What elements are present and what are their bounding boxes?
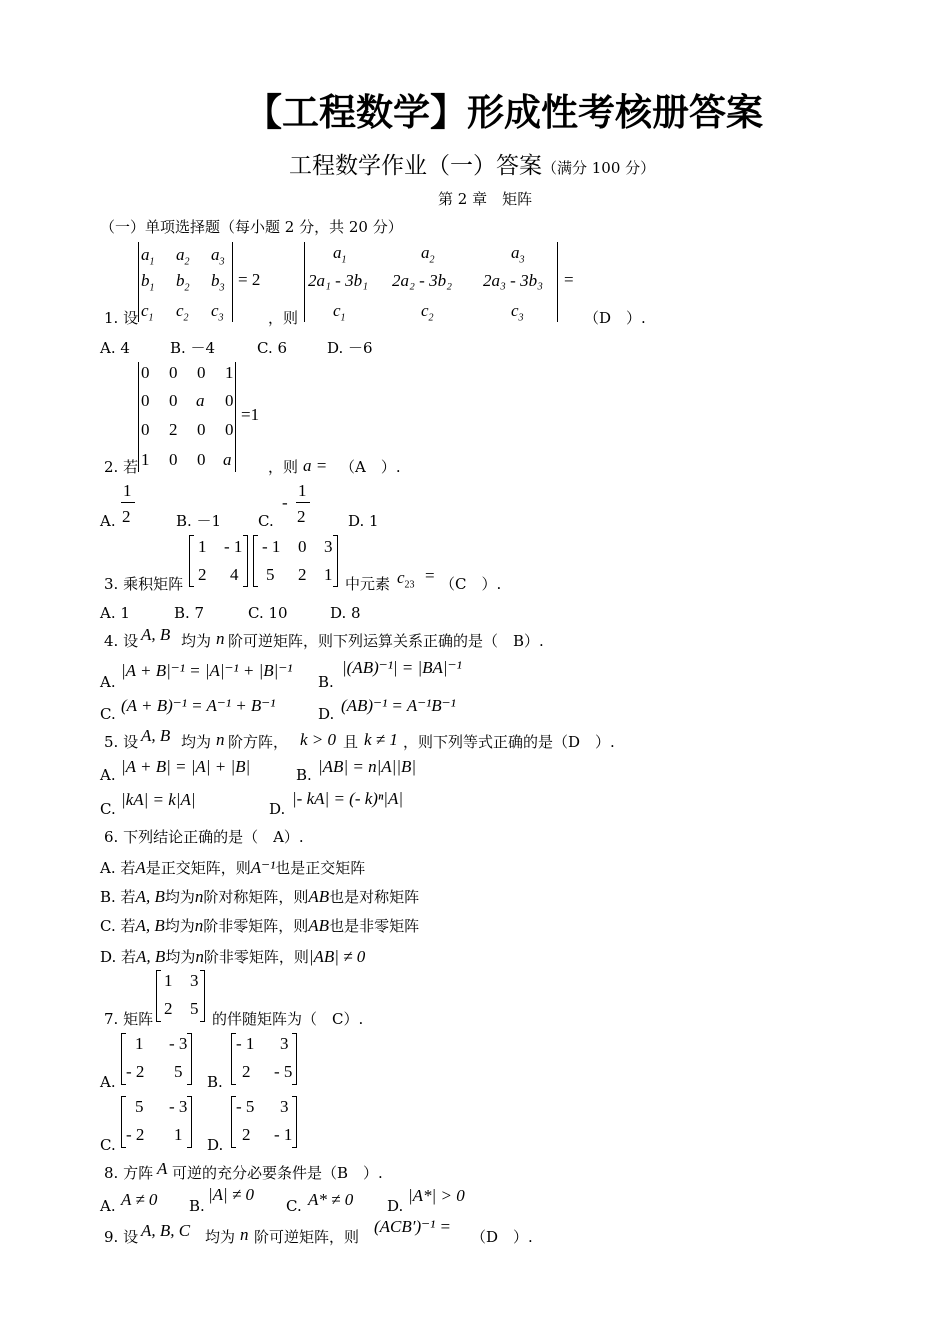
det1-right-bar: [232, 242, 233, 322]
det1-entry: $c_1$: [141, 301, 154, 324]
matrix-entry: - 2: [126, 1125, 145, 1144]
det1-left-bar: [138, 242, 139, 322]
q4-option-d: D.: [318, 705, 335, 723]
section-heading: （一）单项选择题（每小题 2 分，共 20 分）: [100, 218, 403, 236]
q9-expr: (ACB′)⁻¹ =: [374, 1217, 451, 1236]
q8-option-c: C.: [286, 1197, 302, 1215]
q8-option-d: D.: [387, 1197, 404, 1215]
matrix-entry: - 2: [126, 1062, 145, 1081]
q1-option-d: D. －6: [327, 339, 373, 357]
q2-option-d: D. 1: [348, 512, 379, 530]
q9-prefix: 9. 设: [104, 1228, 139, 1246]
q6-option-a: A. 若A是正交矩阵，则A⁻¹也是正交矩阵: [100, 858, 366, 877]
matrix-entry: 0: [197, 420, 206, 439]
q4-option-c: C.: [100, 705, 116, 723]
q1-answer: （D ）.: [584, 309, 646, 327]
q5-option-a: A.: [100, 766, 116, 784]
matrix-entry: 1: [135, 1034, 144, 1053]
matrix-entry: 5: [266, 565, 275, 584]
det1-equals: = 2: [238, 270, 261, 289]
q4-prefix: 4. 设: [104, 632, 139, 650]
q4-expr-b: |(AB)⁻¹| = |BA|⁻¹: [342, 658, 462, 677]
q4-vars: A, B: [141, 625, 171, 644]
matrix-entry: 2: [242, 1125, 251, 1144]
q5-vars: A, B: [141, 726, 171, 745]
matrix-entry: 1: [198, 537, 207, 556]
fraction-denominator: 2: [297, 507, 306, 526]
q8-option-a: A.: [100, 1197, 116, 1215]
matrix-entry: - 3: [169, 1097, 188, 1116]
matrix-entry: 0: [141, 420, 150, 439]
q8-expr-b: |A| ≠ 0: [208, 1185, 255, 1204]
q5-text: ，则下列等式正确的是（D ）.: [403, 733, 615, 751]
matrix-entry: 3: [190, 971, 199, 990]
matrix-entry: 0: [197, 450, 206, 469]
matrix-entry: 2: [298, 565, 307, 584]
q3-option-b: B. 7: [174, 604, 205, 622]
q1-mid: ，则: [268, 309, 299, 327]
q4-expr-d: (AB)⁻¹ = A⁻¹B⁻¹: [341, 696, 456, 715]
bracket-right: [187, 1033, 192, 1085]
bracket-left: [189, 535, 194, 587]
fraction-bar: [121, 502, 135, 503]
q4-option-a: A.: [100, 673, 116, 691]
matrix-entry: a: [196, 391, 205, 410]
matrix-entry: - 5: [274, 1062, 293, 1081]
q6-stem: 6. 下列结论正确的是（ A）.: [104, 828, 304, 846]
q3-answer: （C ）.: [440, 575, 502, 593]
det2-equals: =: [564, 270, 574, 289]
q7-option-c: C.: [100, 1136, 116, 1154]
q8-expr-a: A ≠ 0: [121, 1190, 158, 1209]
q7-option-b: B.: [207, 1073, 223, 1091]
q8-prefix: 8. 方阵: [104, 1164, 154, 1182]
q4-option-b: B.: [318, 673, 334, 691]
det2-entry: $a_3$: [511, 243, 525, 266]
q8-stem: 可逆的充分必要条件是（B ）.: [172, 1164, 383, 1182]
matrix-entry: - 3: [169, 1034, 188, 1053]
bracket-right: [292, 1096, 297, 1148]
q3-prefix: 3. 乘积矩阵: [104, 575, 184, 593]
det2-entry: $a_1$: [333, 243, 347, 266]
q1-option-a: A. 4: [100, 339, 130, 357]
q3-mid: 中元素: [345, 575, 391, 593]
q4-expr-a: |A + B|⁻¹ = |A|⁻¹ + |B|⁻¹: [121, 661, 293, 680]
bracket-right: [187, 1096, 192, 1148]
q5-expr-c: |kA| = k|A|: [121, 790, 196, 809]
subtitle-text: 工程数学作业（一）答案: [289, 153, 542, 179]
q5-k-positive: k > 0: [300, 730, 337, 749]
matrix-entry: 1: [324, 565, 333, 584]
det-left-bar: [138, 362, 139, 472]
det2-entry: $c_2$: [421, 301, 434, 324]
q3-option-c: C. 10: [248, 604, 288, 622]
matrix-entry: 5: [174, 1062, 183, 1081]
q5-expr-a: |A + B| = |A| + |B|: [121, 757, 251, 776]
matrix-entry: 0: [169, 391, 178, 410]
q7-stem: 的伴随矩阵为（ C）.: [212, 1010, 364, 1028]
matrix-entry: 0: [225, 420, 234, 439]
det1-entry: $a_2$: [176, 245, 190, 268]
q2-option-a: A.: [100, 512, 116, 530]
q5-option-d: D.: [269, 800, 286, 818]
bracket-right: [292, 1033, 297, 1085]
chapter-heading: 第 2 章 矩阵: [438, 190, 533, 208]
fraction-bar: [296, 502, 310, 503]
q2-option-b: B. －1: [176, 512, 222, 530]
matrix-entry: 5: [135, 1097, 144, 1116]
det2-entry: 2a₁ - 3b₁: [308, 271, 368, 290]
det2-entry: 2a₂ - 3b₂: [392, 271, 452, 290]
matrix-entry: 4: [230, 565, 239, 584]
q1-prefix: 1. 设: [104, 309, 139, 327]
matrix-entry: 0: [225, 391, 234, 410]
det1-entry: $b_1$: [141, 271, 155, 294]
q9-vars: A, B, C: [141, 1221, 191, 1240]
q7-option-a: A.: [100, 1073, 116, 1091]
q2-prefix: 2. 若: [104, 458, 139, 476]
q4-expr-c: (A + B)⁻¹ = A⁻¹ + B⁻¹: [121, 696, 276, 715]
matrix-entry: 0: [141, 363, 150, 382]
matrix-entry: 1: [174, 1125, 183, 1144]
matrix-entry: 0: [169, 363, 178, 382]
q8-option-b: B.: [189, 1197, 205, 1215]
bracket-left: [253, 535, 258, 587]
matrix-entry: 1: [225, 363, 234, 382]
det-right-bar: [235, 362, 236, 472]
det1-entry: $b_3$: [211, 271, 225, 294]
det1-entry: $c_2$: [176, 301, 189, 324]
q4-text: 均为: [181, 632, 212, 650]
q2-option-c: C.: [258, 512, 274, 530]
fraction-numerator: 1: [298, 481, 307, 500]
det2-entry: 2a₃ - 3b₃: [483, 271, 543, 290]
matrix-entry: 0: [141, 391, 150, 410]
det1-entry: $b_2$: [176, 271, 190, 294]
det2-right-bar: [557, 242, 558, 322]
matrix-entry: 2: [242, 1062, 251, 1081]
q2-var: a =: [303, 456, 328, 475]
q5-text: 且: [343, 733, 359, 751]
matrix-entry: - 5: [236, 1097, 255, 1116]
matrix-entry: 1: [164, 971, 173, 990]
matrix-entry: 3: [280, 1097, 289, 1116]
q9-text: 均为: [205, 1228, 236, 1246]
q6-option-c: C. 若A, B均为n阶非零矩阵，则AB也是非零矩阵: [100, 916, 420, 935]
q6-option-b: B. 若A, B均为n阶对称矩阵，则AB也是对称矩阵: [100, 887, 420, 906]
q8-expr-c: A* ≠ 0: [308, 1190, 354, 1209]
matrix-entry: - 1: [236, 1034, 255, 1053]
det2-entry: $a_2$: [421, 243, 435, 266]
matrix-entry: 3: [280, 1034, 289, 1053]
bracket-right: [333, 535, 338, 587]
q5-n: n: [216, 730, 225, 749]
det1-entry: $a_3$: [211, 245, 225, 268]
minus-sign: -: [282, 493, 288, 512]
q9-answer: （D ）.: [471, 1228, 533, 1246]
bracket-right: [243, 535, 248, 587]
matrix-entry: 5: [190, 999, 199, 1018]
q1-option-c: C. 6: [257, 339, 288, 357]
det2-entry: $c_1$: [333, 301, 346, 324]
q5-prefix: 5. 设: [104, 733, 139, 751]
q5-option-b: B.: [296, 766, 312, 784]
q1-option-b: B. －4: [170, 339, 216, 357]
q8-var: A: [157, 1159, 168, 1178]
q4-n: n: [216, 629, 225, 648]
q3-option-d: D. 8: [330, 604, 361, 622]
q2-answer: （A ）.: [340, 458, 401, 476]
q5-text: 均为: [181, 733, 212, 751]
matrix-entry: 0: [169, 450, 178, 469]
matrix-entry: 1: [141, 450, 150, 469]
q7-prefix: 7. 矩阵: [104, 1010, 154, 1028]
det1-entry: $c_3$: [211, 301, 224, 324]
det-equals: =1: [241, 405, 260, 424]
q3-equals: =: [425, 566, 435, 585]
q8-expr-d: |A*| > 0: [408, 1186, 465, 1205]
det2-entry: $c_3$: [511, 301, 524, 324]
q5-k-neq: k ≠ 1: [364, 730, 398, 749]
fraction-numerator: 1: [123, 481, 132, 500]
subtitle-note: （满分 100 分）: [542, 159, 656, 177]
det1-entry: $a_1$: [141, 245, 155, 268]
q3-option-a: A. 1: [100, 604, 130, 622]
matrix-entry: 2: [198, 565, 207, 584]
q5-text: 阶方阵，: [228, 733, 289, 751]
matrix-entry: - 1: [274, 1125, 293, 1144]
q5-expr-b: |AB| = n|A||B|: [318, 757, 417, 776]
subtitle: [289, 155, 655, 178]
matrix-entry: - 1: [262, 537, 281, 556]
q5-option-c: C.: [100, 800, 116, 818]
main-title: 【工程数学】形成性考核册答案: [245, 91, 763, 134]
matrix-entry: a: [223, 450, 232, 469]
matrix-entry: 2: [169, 420, 178, 439]
matrix-entry: 0: [197, 363, 206, 382]
matrix-entry: - 1: [224, 537, 243, 556]
q7-option-d: D.: [207, 1136, 224, 1154]
q9-text: 阶可逆矩阵，则: [254, 1228, 360, 1246]
matrix-entry: 2: [164, 999, 173, 1018]
det2-left-bar: [304, 242, 305, 322]
q6-option-d: D. 若A, B均为n阶非零矩阵，则|AB| ≠ 0: [100, 947, 366, 966]
q4-text: 阶可逆矩阵，则下列运算关系正确的是（ B）.: [228, 632, 544, 650]
bracket-left: [156, 970, 161, 1022]
q2-mid: ，则: [268, 458, 299, 476]
q9-n: n: [240, 1225, 249, 1244]
q3-var: $c_{23}$: [397, 568, 415, 591]
bracket-right: [200, 970, 205, 1022]
q5-expr-d: |- kA| = (- k)ⁿ|A|: [292, 789, 404, 808]
matrix-entry: 0: [298, 537, 307, 556]
matrix-entry: 3: [324, 537, 333, 556]
fraction-denominator: 2: [122, 507, 131, 526]
